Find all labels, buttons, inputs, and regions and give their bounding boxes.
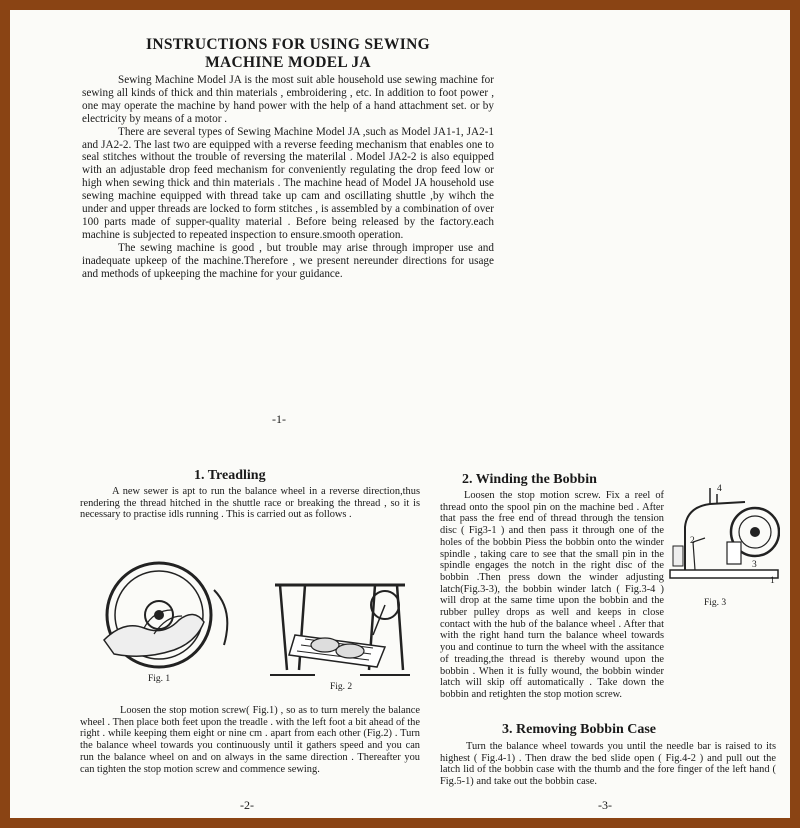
page-1-paragraph-1: Sewing Machine Model JA is the most suit able household use sewing machine for sewing all kinds of thick and thin materials , embroidering , etc. In addition to foot power , one may operate the machine by hand power with the help of a hand attachment set. or by electricity by means of a motor . <box>82 74 494 125</box>
page-2-lower-section <box>80 705 420 775</box>
page-number-3: -3- <box>598 798 612 812</box>
page-2-paragraph-1: A new sewer is apt to run the balance wheel in a reverse direction,thus rendering the thread hitched in the shuttle race or breaking the thread , so it is necessary to practise idls running . This is carried out as follows . <box>80 486 420 521</box>
page-1-section <box>82 36 494 281</box>
winding-bobbin-heading: 2. Winding the Bobbin <box>462 472 597 487</box>
fig-3-label-2: 2 <box>690 536 695 546</box>
page-3-paragraph-2: Turn the balance wheel towards you until the needle bar is raised to its highest ( Fig.4-1) . Then draw the bed slide open ( Fig.4-2 ) and pull out the latch lid of the bobbin case with the thumb and the fore finger of the left hand ( Fig.5-1) and take out the bobbin case. <box>440 741 776 788</box>
fig-2-treadle-illustration <box>265 575 415 683</box>
removing-bobbin-case-heading: 3. Removing Bobbin Case <box>502 722 657 737</box>
fig-3-label-4: 4 <box>717 484 722 494</box>
page-1-paragraph-2: There are several types of Sewing Machine Model JA ,such as Model JA1-1, JA2-1 and JA2-2. The last two are equipped with a reverse feeding mechanism that enables one to seal stitches without the trouble of reversing the materilal . Model JA2-2 is also equipped with an adjustable drop feed mechanism for conveniently regulating the drop feed low or high when sewing thick and thin materials . The machine head of Model JA household use sewing machine equipped with thread take up cam and oscillating shuttle ,by wihch the under and upper threads are locked to form stitches , is assembled by a combination of over 100 parts made of supper-quality material . Before being released by the factory.each machine is subjected to repeated inspection to ensure.smooth operation. <box>82 125 494 241</box>
document-page <box>10 10 790 818</box>
page-number-2: -2- <box>240 798 254 812</box>
fig-3-caption: Fig. 3 <box>704 598 727 608</box>
title-line-2: MACHINE MODEL JA <box>205 54 371 71</box>
fig-3-label-1: 1 <box>770 576 775 586</box>
page-3-removing-section <box>440 722 776 788</box>
page-number-1: -1- <box>272 412 286 426</box>
page-2-section <box>80 468 420 521</box>
page-1-paragraph-3: The sewing machine is good , but trouble may arise through improper use and inadequate upkeep of the machine.Therefore , we present nereunder directions for usage and methods of upkeeping the machine for your guidance. <box>82 241 494 280</box>
fig-1-balance-wheel-illustration <box>84 550 244 670</box>
treadling-heading: 1. Treadling <box>194 468 266 483</box>
fig-3-bobbin-winder-illustration <box>665 482 780 594</box>
page-3-paragraph-1: Loosen the stop motion screw. Fix a reel of thread onto the spool pin on the machine bed . After that pass the free end of thread through the tension disc ( Fig3-1 ) and then pass it through one of the holes of the bobbin Piess the bobbin onto the winder spindle , taking care to see that the small pin in the spindle engages the notch in the right disc of the bobbin .Then press down the winder adjusting latch(Fig.3-3), the bobbin winder latch ( Fig.3-4 ) will drop at the same time upon the bobbin and the rubber pulley drops as well and keeps in close contact with the hub of the balance wheel . After that with the right hand turn the balance wheel towards you and continue to turn the wheel with the assitance of treading,the thread is thereby wound upon the bobbin . When it is fully wound, the bobbin winder latch will skip off automatically . Take down the bobbin and retighten the stop motion screw. <box>440 490 664 700</box>
fig-3-label-3: 3 <box>752 560 757 570</box>
title-line-1: INSTRUCTIONS FOR USING SEWING <box>146 36 430 53</box>
fig-1-caption: Fig. 1 <box>148 674 171 684</box>
fig-2-caption: Fig. 2 <box>330 682 353 692</box>
page-2-paragraph-2: Loosen the stop motion screw( Fig.1) , so as to turn merely the balance wheel . Then place both feet upon the treadle . with the left foot a bit ahead of the right . while keeping them eight or nine cm . apart from each other (Fig.2) . Turn the balance wheel towards you continuously until it gathers speed and you can run the balance wheel on and on always in the same direction . Thereafter you can tighten the stop motion screw and commence sewing. <box>80 705 420 775</box>
